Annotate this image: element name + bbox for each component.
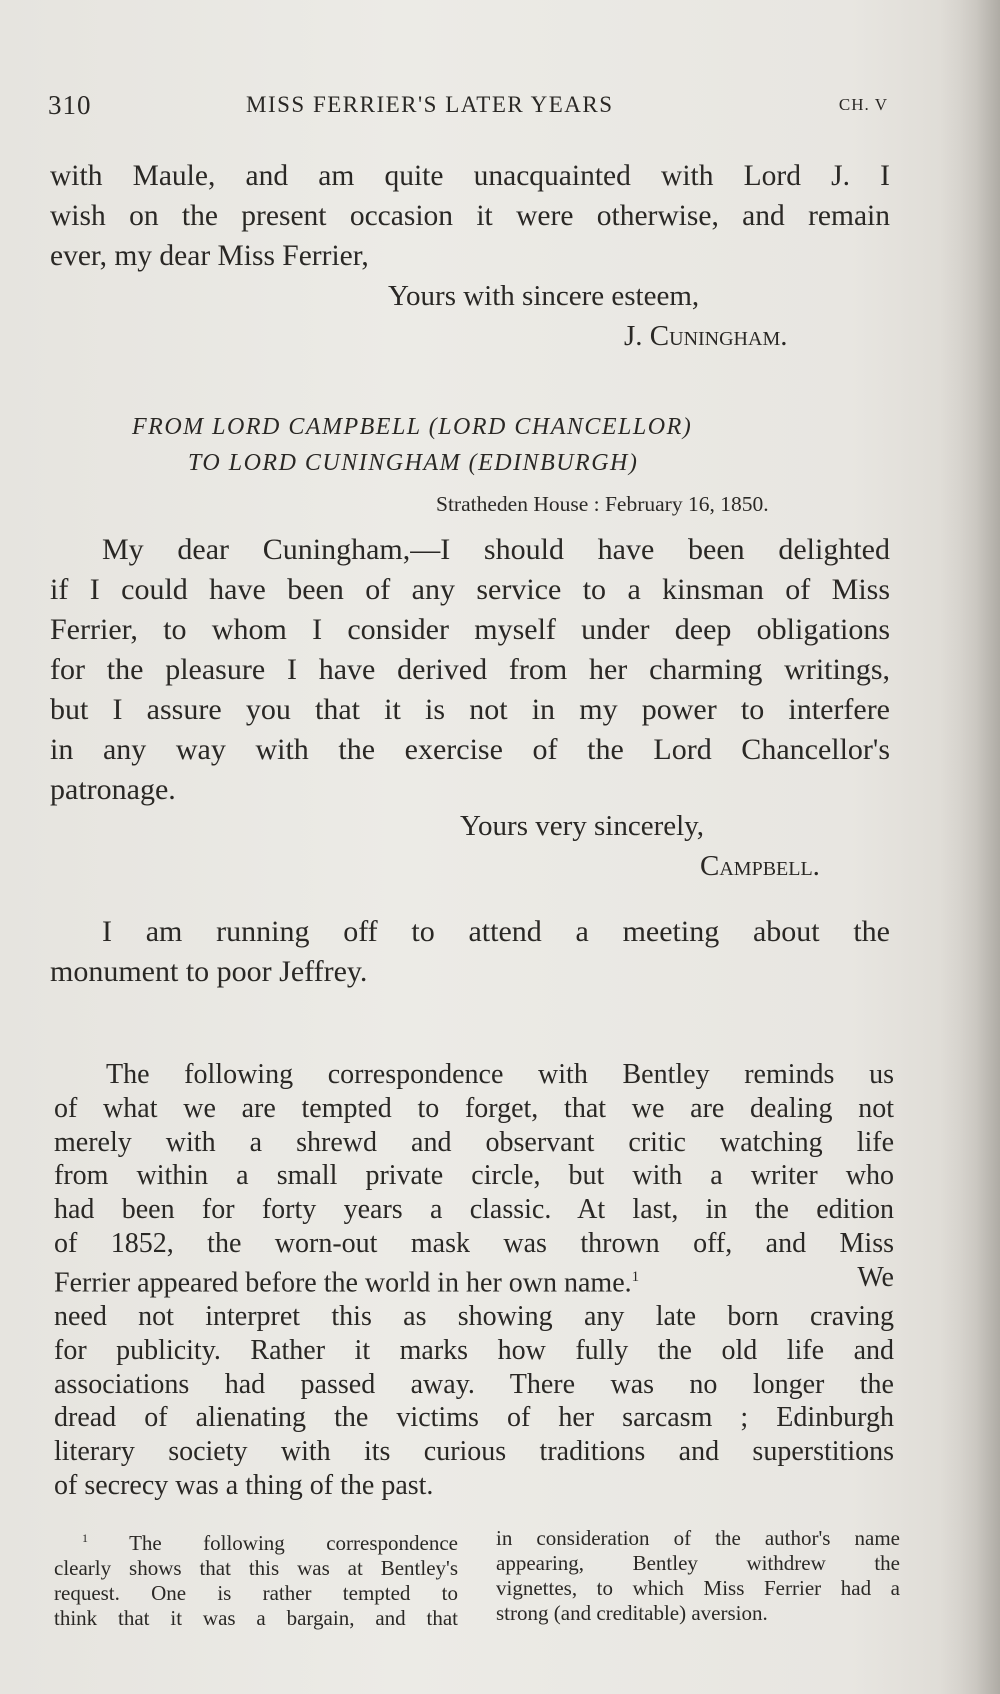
- footnote-marker: 1: [82, 1531, 88, 1545]
- text-line: with Maule, and am quite unacquainted with Lord J. I: [50, 160, 890, 192]
- text-line: in consideration of the author's name: [496, 1526, 900, 1550]
- text-line: ever, my dear Miss Ferrier,: [50, 240, 369, 272]
- text-line: for publicity. Rather it marks how fully the old life and: [54, 1334, 894, 1366]
- text-line: My dear Cuningham,—I should have been delighted: [102, 533, 890, 566]
- running-title: MISS FERRIER'S LATER YEARS: [246, 92, 614, 117]
- text-line: [54, 1526, 458, 1556]
- text-fragment: [54, 1261, 639, 1300]
- letter1-text: [50, 156, 890, 276]
- text-line: of secrecy was a thing of the past.: [54, 1469, 434, 1501]
- page-curl-shadow: [940, 0, 1000, 1694]
- text-line: request. One is rather tempted to: [54, 1581, 458, 1605]
- text-line: [54, 1261, 894, 1300]
- text-line: appearing, Bentley withdrew the: [496, 1551, 900, 1575]
- letter2-heading-line1: FROM LORD CAMPBELL (LORD CHANCELLOR): [132, 414, 693, 440]
- letter2-closing: Yours very sincerely,: [460, 810, 705, 842]
- text-line: vignettes, to which Miss Ferrier had a: [496, 1576, 900, 1600]
- footnote-reference[interactable]: 1: [631, 1268, 640, 1285]
- footnote-left-column: [54, 1526, 458, 1631]
- text-line: in any way with the exercise of the Lord Chancellor's: [50, 733, 890, 766]
- text-line: merely with a shrewd and observant critic watching life: [54, 1126, 894, 1158]
- text-line: if I could have been of any service to a kinsman of Miss: [50, 573, 890, 606]
- text-run: The following correspondence: [129, 1531, 459, 1555]
- text-line: of what we are tempted to forget, that we are dealing not: [54, 1092, 894, 1124]
- text-line: had been for forty years a classic. At last, in the edition: [54, 1194, 894, 1226]
- running-head: [48, 90, 888, 124]
- letter2-text: [50, 530, 890, 810]
- text-line: but I assure you that it is not in my power to interfere: [50, 693, 890, 726]
- letter1-closing: Yours with sincere esteem,: [388, 280, 700, 312]
- text-line: The following correspondence with Bentley reminds us: [106, 1059, 894, 1090]
- footnote-right-column: [496, 1526, 900, 1626]
- letter2-postscript: [50, 912, 890, 992]
- letter2-signature: Campbell.: [700, 850, 820, 882]
- text-line: clearly shows that this was at Bentley's: [54, 1556, 458, 1580]
- text-line: need not interpret this as showing any late born craving: [54, 1300, 894, 1332]
- text-line: literary society with its curious traditions and superstitions: [54, 1436, 894, 1468]
- page-number: 310: [48, 90, 92, 120]
- text-line: associations had passed away. There was no longer the: [54, 1368, 894, 1400]
- text-line: patronage.: [50, 773, 176, 806]
- text-line: I am running off to attend a meeting about the: [102, 915, 890, 948]
- narrative-paragraph: [54, 1058, 894, 1503]
- text-line: Ferrier, to whom I consider myself under deep obligations: [50, 613, 890, 646]
- text-line: dread of alienating the victims of her sarcasm ; Edinburgh: [54, 1402, 894, 1434]
- text-line: for the pleasure I have derived from her charming writings,: [50, 653, 890, 686]
- letter2-dateline: Stratheden House : February 16, 1850.: [436, 492, 769, 516]
- text-line: from within a small private circle, but with a writer who: [54, 1160, 894, 1192]
- text-line: strong (and creditable) aversion.: [496, 1601, 768, 1625]
- text-run: Ferrier appeared before the world in her own name.: [54, 1267, 632, 1299]
- text-line: think that it was a bargain, and that: [54, 1606, 458, 1630]
- text-fragment: We: [857, 1261, 894, 1293]
- text-line: of 1852, the worn-out mask was thrown off, and Miss: [54, 1227, 894, 1259]
- text-line: monument to poor Jeffrey.: [50, 955, 368, 988]
- text-line: wish on the present occasion it were otherwise, and remain: [50, 200, 890, 232]
- letter1-signature: J. Cuningham.: [624, 320, 788, 352]
- chapter-marker: CH. V: [838, 95, 888, 114]
- letter2-heading-line2: TO LORD CUNINGHAM (EDINBURGH): [188, 450, 639, 476]
